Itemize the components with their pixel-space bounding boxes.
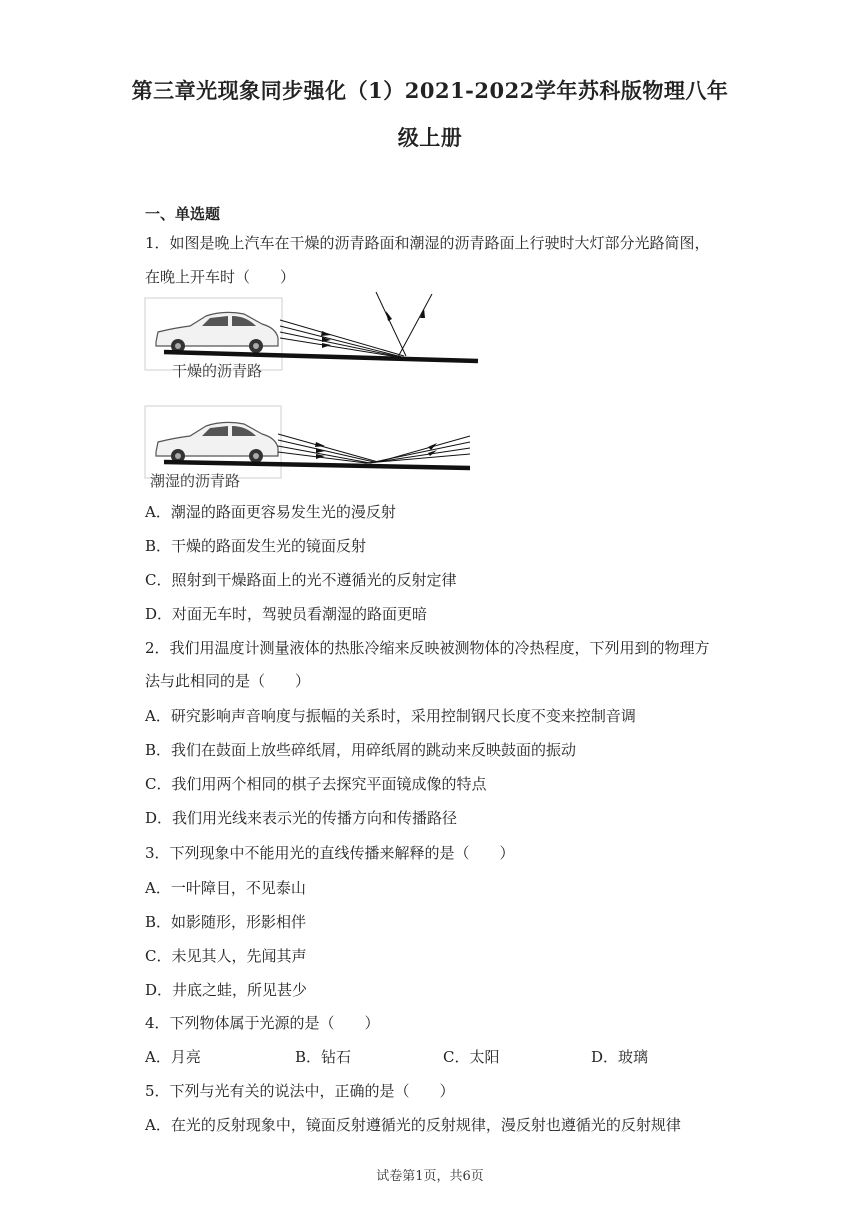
page-title-line1: 第三章光现象同步强化（1）2021-2022学年苏科版物理八年 — [131, 78, 729, 103]
q3-option-c: C．未见其人，先闻其声 — [145, 947, 307, 965]
q3-option-a: A．一叶障目，不见泰山 — [145, 879, 306, 897]
q3-option-b: B．如影随形，形影相伴 — [145, 913, 307, 931]
q4-option-c: C．太阳 — [443, 1048, 500, 1066]
q2-option-c: C．我们用两个相同的棋子去探究平面镜成像的特点 — [145, 775, 487, 793]
q2-option-b: B．我们在鼓面上放些碎纸屑，用碎纸屑的跳动来反映鼓面的振动 — [145, 741, 577, 759]
q1-option-a: A．潮湿的路面更容易发生光的漫反射 — [145, 503, 396, 521]
q5-option-a: A．在光的反射现象中，镜面反射遵循光的反射规律，漫反射也遵循光的反射规律 — [145, 1116, 681, 1134]
q1-stem-line2: 在晚上开车时（ ） — [145, 268, 296, 286]
page-title-line2: 级上册 — [397, 125, 463, 150]
q5-stem: 5．下列与光有关的说法中，正确的是（ ） — [145, 1082, 455, 1100]
q2-option-d: D．我们用光线来表示光的传播方向和传播路径 — [145, 809, 458, 827]
q3-stem: 3．下列现象中不能用光的直线传播来解释的是（ ） — [145, 844, 515, 862]
q4-stem: 4．下列物体属于光源的是（ ） — [145, 1014, 380, 1032]
q2-option-a: A．研究影响声音响度与振幅的关系时，采用控制钢尺长度不变来控制音调 — [145, 707, 636, 725]
q1-option-d: D．对面无车时，驾驶员看潮湿的路面更暗 — [145, 605, 428, 623]
car-icon — [156, 312, 278, 353]
dry-road-caption: 干燥的沥青路 — [172, 362, 263, 380]
q1-stem-line1: 1．如图是晚上汽车在干燥的沥青路面和潮湿的沥青路面上行驶时大灯部分光路简图， — [145, 234, 710, 252]
q2-stem-line1: 2．我们用温度计测量液体的热胀冷缩来反映被测物体的冷热程度，下列用到的物理方 — [145, 639, 710, 657]
q4-option-d: D．玻璃 — [591, 1048, 649, 1066]
car-icon — [156, 422, 278, 463]
q2-stem-line2: 法与此相同的是（ ） — [145, 672, 311, 690]
q3-option-d: D．井底之蛙，所见甚少 — [145, 981, 308, 999]
q4-option-b: B．钻石 — [295, 1048, 352, 1066]
section-heading: 一、单选题 — [145, 205, 221, 223]
wet-road-caption: 潮湿的沥青路 — [150, 472, 241, 490]
q1-option-c: C．照射到干燥路面上的光不遵循光的反射定律 — [145, 571, 457, 589]
page-footer: 试卷第1页，共6页 — [376, 1169, 484, 1184]
q1-option-b: B．干燥的路面发生光的镜面反射 — [145, 537, 367, 555]
q4-option-a: A．月亮 — [145, 1048, 201, 1066]
